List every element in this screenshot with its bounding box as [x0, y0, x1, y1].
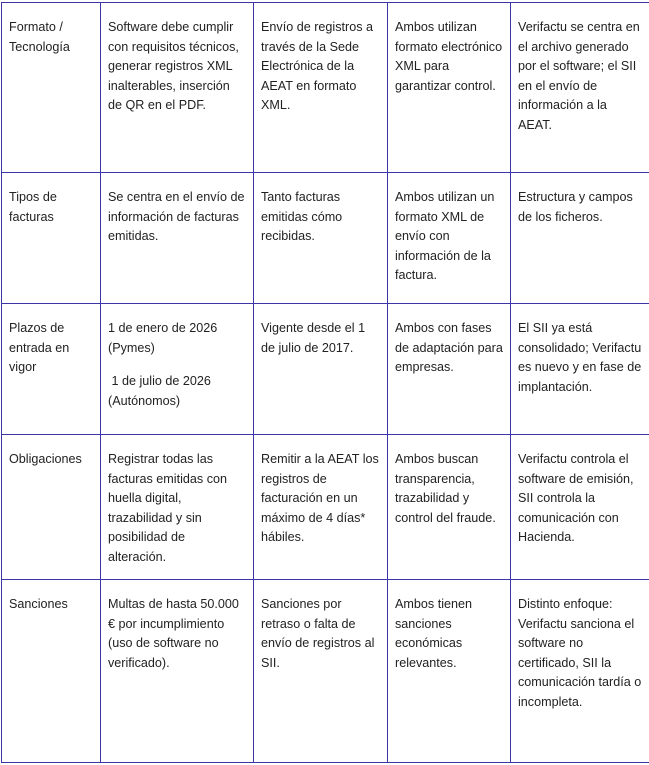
row-label-cell: Formato / Tecnología — [2, 3, 101, 173]
similitudes-cell: Ambos utilizan un formato XML de envío con información de la factura. — [388, 173, 511, 304]
verifactu-date-autonomos: 1 de julio de 2026 (Autónomos) — [108, 374, 215, 408]
verifactu-cell — [101, 304, 254, 435]
verifactu-date-pymes: 1 de enero de 2026 (Pymes) — [108, 321, 218, 355]
similitudes-cell: Ambos utilizan formato electrónico XML para garantizar control. — [388, 3, 511, 173]
similitudes-cell: Ambos buscan transparencia, trazabilidad y control del fraude. — [388, 435, 511, 580]
diferencias-cell: Distinto enfoque: Verifactu sanciona el software no certificado, SII la comunicación tardía o incompleta. — [511, 580, 649, 763]
row-label-cell: Sanciones — [2, 580, 101, 763]
comparison-table — [1, 2, 649, 763]
sii-cell: Envío de registros a través de la Sede Electrónica de la AEAT en formato XML. — [254, 3, 388, 173]
diferencias-cell: Verifactu se centra en el archivo generado por el software; el SII en el envío de información a la AEAT. — [511, 3, 649, 173]
sii-cell: Tanto facturas emitidas cómo recibidas. — [254, 173, 388, 304]
sii-cell: Vigente desde el 1 de julio de 2017. — [254, 304, 388, 435]
sii-cell: Remitir a la AEAT los registros de facturación en un máximo de 4 días* hábiles. — [254, 435, 388, 580]
table-row — [2, 435, 649, 580]
row-label-cell: Plazos de entrada en vigor — [2, 304, 101, 435]
sii-cell: Sanciones por retraso o falta de envío de registros al SII. — [254, 580, 388, 763]
similitudes-cell: Ambos tienen sanciones económicas relevantes. — [388, 580, 511, 763]
diferencias-cell: Estructura y campos de los ficheros. — [511, 173, 649, 304]
row-label-cell: Tipos de facturas — [2, 173, 101, 304]
table-row — [2, 3, 649, 173]
table-row — [2, 580, 649, 763]
row-label-cell: Obligaciones — [2, 435, 101, 580]
verifactu-cell: Software debe cumplir con requisitos técnicos, generar registros XML inalterables, inserción de QR en el PDF. — [101, 3, 254, 173]
similitudes-cell: Ambos con fases de adaptación para empresas. — [388, 304, 511, 435]
verifactu-cell: Registrar todas las facturas emitidas con huella digital, trazabilidad y sin posibilidad de alteración. — [101, 435, 254, 580]
diferencias-cell: El SII ya está consolidado; Verifactu es nuevo y en fase de implantación. — [511, 304, 649, 435]
table-row — [2, 304, 649, 435]
verifactu-cell: Multas de hasta 50.000 € por incumplimiento (uso de software no verificado). — [101, 580, 254, 763]
diferencias-cell: Verifactu controla el software de emisión, SII controla la comunicación con Hacienda. — [511, 435, 649, 580]
verifactu-cell: Se centra en el envío de información de facturas emitidas. — [101, 173, 254, 304]
table-row — [2, 173, 649, 304]
